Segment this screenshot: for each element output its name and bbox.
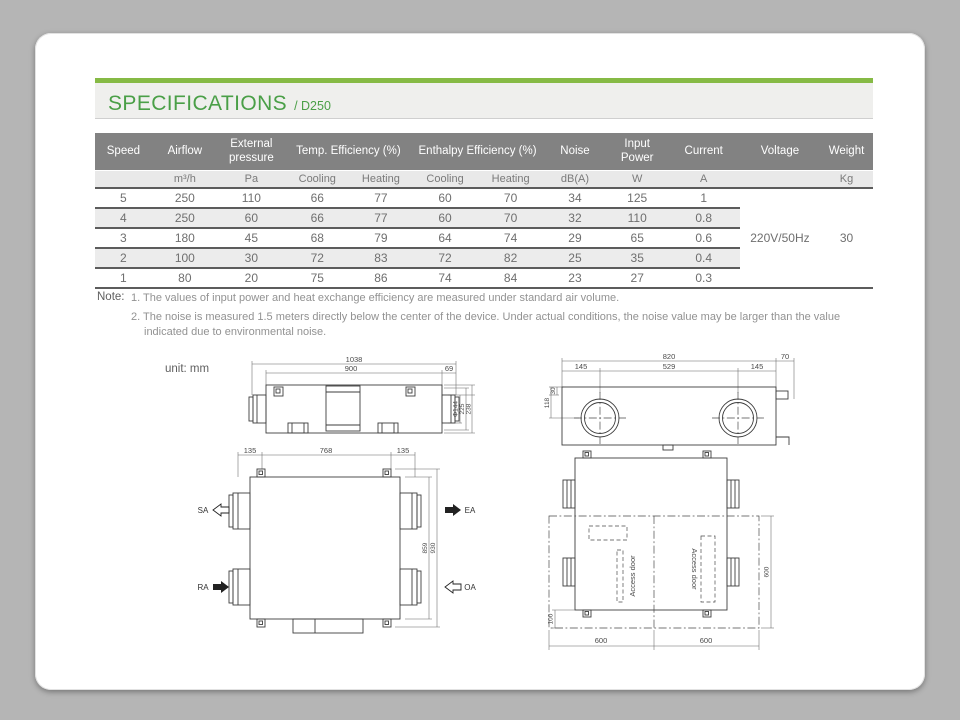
unit-temp-cooling: Cooling: [285, 171, 350, 189]
cell-enthalpy-cooling: 60: [412, 208, 478, 228]
col-current: Current: [668, 133, 740, 171]
cell-current: 0.8: [668, 208, 740, 228]
dim-overall-width: 1038: [345, 355, 363, 364]
cell-speed: 5: [95, 188, 152, 208]
ra-label: RA: [197, 583, 209, 592]
sa-label: SA: [197, 506, 209, 515]
cell-temp-cooling: 72: [285, 248, 350, 268]
note-item-2: 2. The noise is measured 1.5 meters directly below the center of the device. Under actual conditions, the noise value may be larger than the value indicated due to environmental noise.: [131, 310, 841, 338]
dim-offset: 70: [780, 352, 790, 361]
dim-outer-height: 930: [430, 542, 437, 554]
ea-label: EA: [464, 506, 476, 515]
cell-weight: 30: [820, 188, 873, 288]
front-view-dimensions: [252, 361, 475, 433]
cell-current: 0.6: [668, 228, 740, 248]
cell-enthalpy-heating: 74: [478, 228, 543, 248]
install-view-dimensions: [549, 516, 774, 650]
cell-pressure: 110: [218, 188, 285, 208]
cell-temp-heating: 83: [350, 248, 412, 268]
cell-current: 0.3: [668, 268, 740, 288]
cell-voltage: 220V/50Hz: [740, 188, 820, 288]
connection-view-body: [562, 387, 789, 450]
plan-view-drawing: [193, 445, 493, 650]
cell-enthalpy-heating: 70: [478, 208, 543, 228]
dim-inner-height: 859: [422, 542, 429, 554]
page-title: SPECIFICATIONS: [108, 92, 288, 115]
cell-temp-heating: 79: [350, 228, 412, 248]
cell-noise: 23: [543, 268, 607, 288]
cell-enthalpy-cooling: 64: [412, 228, 478, 248]
cell-temp-heating: 77: [350, 188, 412, 208]
unit-airflow: m³/h: [152, 171, 218, 189]
note-items: [131, 291, 869, 340]
col-noise: Noise: [543, 133, 607, 171]
connection-view-centerlines: [574, 392, 764, 444]
table-row: [95, 188, 873, 208]
spec-sheet-card: [35, 33, 925, 690]
dim-top-offset: 30: [550, 387, 557, 395]
cell-power: 110: [607, 208, 668, 228]
dim-duct-center: 118: [544, 397, 551, 409]
unit-weight: Kg: [820, 171, 873, 189]
dim-bottom-right: 600: [699, 636, 713, 645]
cell-noise: 25: [543, 248, 607, 268]
col-airflow: Airflow: [152, 133, 218, 171]
col-external-pressure: External pressure: [218, 133, 285, 171]
dim-left-spacing: 145: [574, 362, 588, 371]
cell-airflow: 80: [152, 268, 218, 288]
cell-enthalpy-heating: 70: [478, 188, 543, 208]
front-view-body: [249, 385, 459, 433]
title-band: [95, 83, 873, 119]
clearance-outline: [549, 516, 759, 628]
cell-temp-cooling: 66: [285, 188, 350, 208]
cell-enthalpy-cooling: 72: [412, 248, 478, 268]
cell-noise: 34: [543, 188, 607, 208]
cell-power: 65: [607, 228, 668, 248]
dim-side-clearance: 600: [763, 566, 771, 578]
connection-view-drawing: [543, 353, 805, 453]
dim-right-spacing: 135: [396, 446, 410, 455]
cell-airflow: 250: [152, 208, 218, 228]
install-view-drawing: [543, 446, 783, 676]
unit-noise: dB(A): [543, 171, 607, 189]
unit-mm-label: unit: mm: [165, 363, 210, 375]
unit-temp-heating: Heating: [350, 171, 412, 189]
cell-temp-cooling: 68: [285, 228, 350, 248]
front-view-drawing: [238, 355, 478, 451]
cell-pressure: 60: [218, 208, 285, 228]
cell-airflow: 250: [152, 188, 218, 208]
dim-center-spacing: 768: [319, 446, 333, 455]
cell-enthalpy-heating: 84: [478, 268, 543, 288]
cell-pressure: 20: [218, 268, 285, 288]
col-temp-efficiency: Temp. Efficiency (%): [285, 133, 412, 171]
units-row: [95, 171, 873, 189]
dim-collar-height: 225: [459, 403, 466, 415]
col-voltage: Voltage: [740, 133, 820, 171]
unit-enthalpy-cooling: Cooling: [412, 171, 478, 189]
dim-right-spacing: 145: [750, 362, 764, 371]
dim-total-height: 238: [465, 403, 473, 415]
dim-body-width: 900: [344, 364, 358, 373]
unit-pressure: Pa: [218, 171, 285, 189]
unit-current: A: [668, 171, 740, 189]
dim-bottom-clearance: 100: [547, 613, 555, 625]
cell-enthalpy-heating: 82: [478, 248, 543, 268]
cell-power: 27: [607, 268, 668, 288]
unit-voltage: [740, 171, 820, 189]
cell-current: 1: [668, 188, 740, 208]
col-speed: Speed: [95, 133, 152, 171]
plan-view-dimensions: [238, 452, 440, 627]
cell-speed: 1: [95, 268, 152, 288]
dim-duct-dia: Φ144: [452, 400, 460, 418]
cell-noise: 29: [543, 228, 607, 248]
cell-noise: 32: [543, 208, 607, 228]
specs-table: [95, 133, 873, 289]
cell-temp-cooling: 66: [285, 208, 350, 228]
dim-left-spacing: 135: [243, 446, 257, 455]
install-view-body: [563, 451, 739, 617]
cell-pressure: 30: [218, 248, 285, 268]
cell-power: 125: [607, 188, 668, 208]
cell-enthalpy-cooling: 74: [412, 268, 478, 288]
access-door-label-1: Access door: [628, 555, 637, 597]
notes-section: [97, 291, 869, 340]
ea-arrow-icon: [445, 504, 461, 516]
unit-enthalpy-heating: Heating: [478, 171, 543, 189]
dim-bottom-left: 600: [594, 636, 608, 645]
cell-enthalpy-cooling: 60: [412, 188, 478, 208]
dim-center-spacing: 529: [662, 362, 676, 371]
dim-width: 820: [662, 352, 676, 361]
note-label: Note:: [97, 291, 125, 303]
col-input-power: Input Power: [607, 133, 668, 171]
cell-temp-cooling: 75: [285, 268, 350, 288]
cell-power: 35: [607, 248, 668, 268]
cell-speed: 2: [95, 248, 152, 268]
plan-view-body: [229, 469, 421, 633]
cell-airflow: 180: [152, 228, 218, 248]
access-door-label-2: Access door: [690, 548, 699, 590]
cell-airflow: 100: [152, 248, 218, 268]
note-item-1: 1. The values of input power and heat exchange efficiency are measured under standard air volume.: [131, 292, 620, 304]
col-weight: Weight: [820, 133, 873, 171]
col-enthalpy-efficiency: Enthalpy Efficiency (%): [412, 133, 543, 171]
model-label: / D250: [294, 99, 331, 113]
ra-arrow-icon: [213, 581, 229, 593]
cell-temp-heating: 86: [350, 268, 412, 288]
unit-power: W: [607, 171, 668, 189]
cell-speed: 3: [95, 228, 152, 248]
cell-speed: 4: [95, 208, 152, 228]
oa-label: OA: [464, 583, 476, 592]
unit-speed: [95, 171, 152, 189]
cell-pressure: 45: [218, 228, 285, 248]
oa-arrow-icon: [445, 581, 461, 593]
sa-arrow-icon: [213, 504, 229, 516]
cell-current: 0.4: [668, 248, 740, 268]
cell-temp-heating: 77: [350, 208, 412, 228]
dim-collar-length: 69: [444, 364, 454, 373]
table-header-row: [95, 133, 873, 171]
